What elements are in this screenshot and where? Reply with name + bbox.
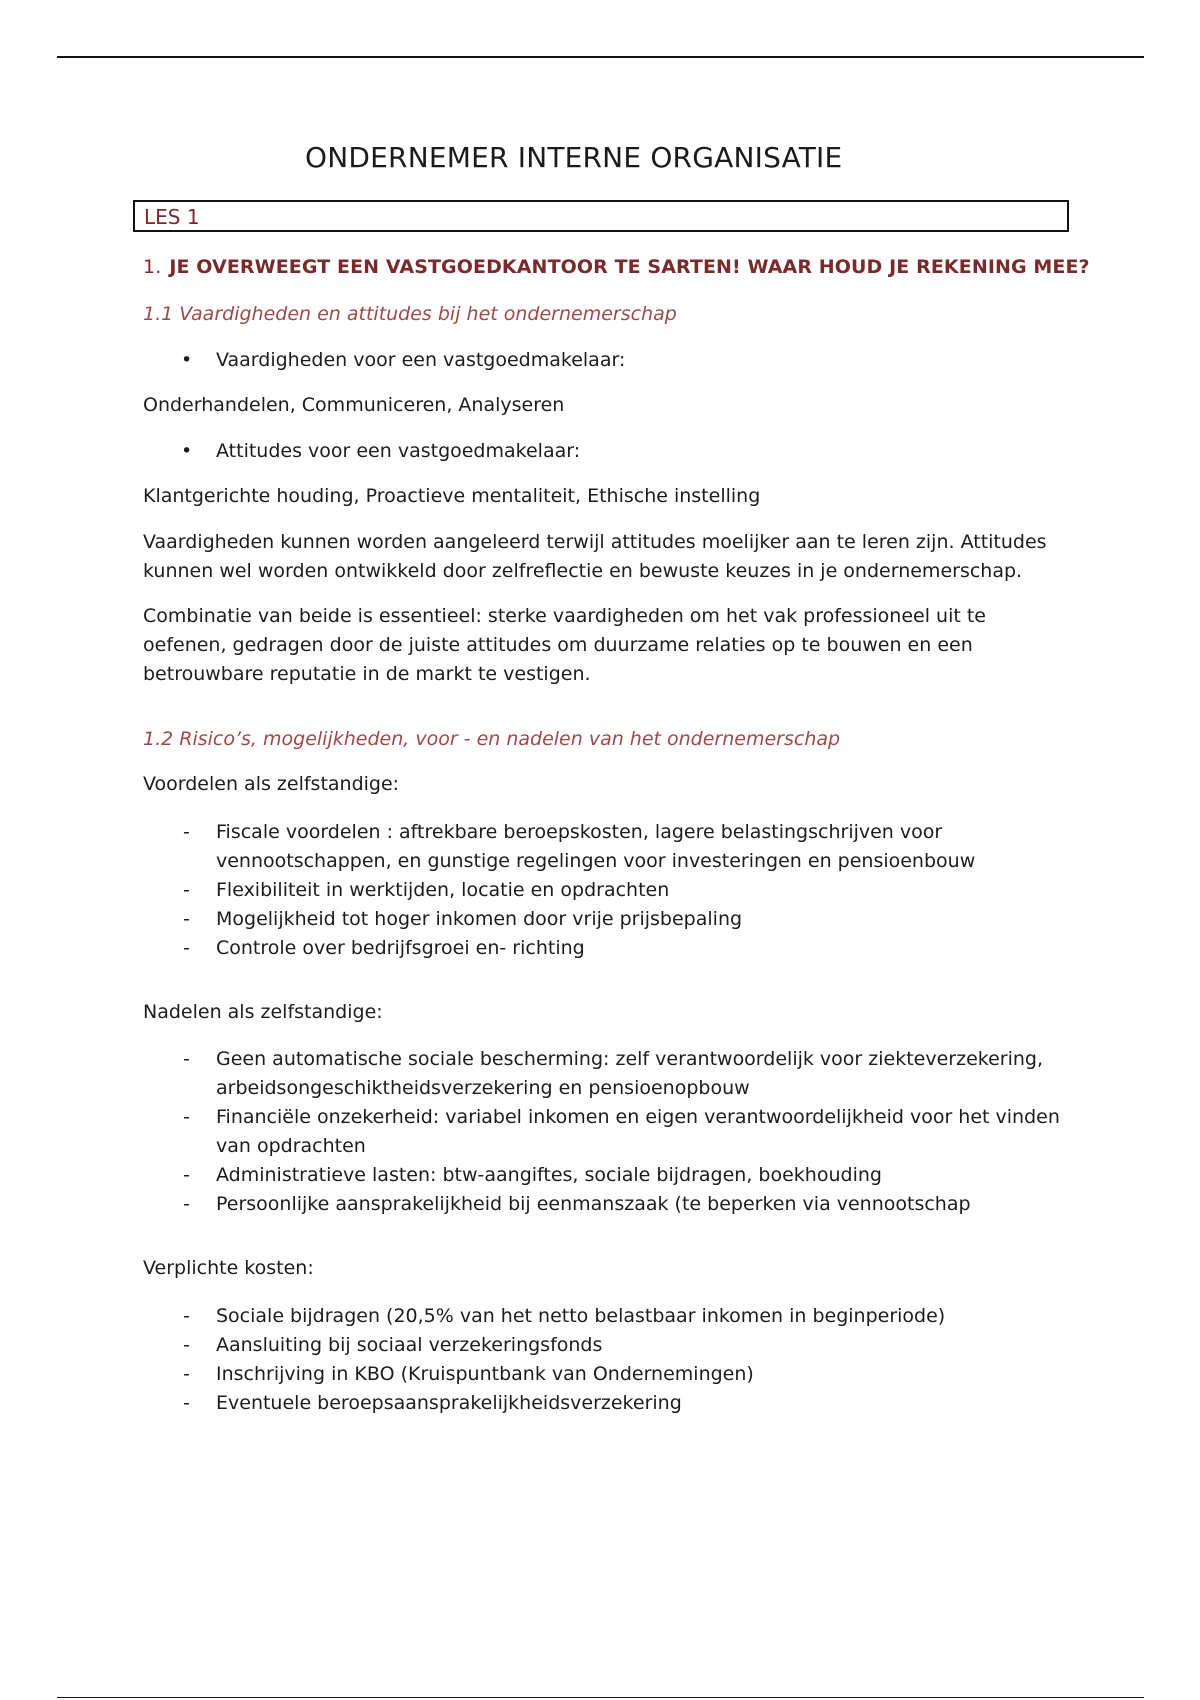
skills-list: Onderhandelen, Communiceren, Analyseren [143, 394, 565, 416]
section-number: 1. [143, 256, 162, 278]
list-item: - Inschrijving in KBO (Kruispuntbank van Ondernemingen) [0, 1360, 1086, 1389]
list-item: - Fiscale voordelen : aftrekbare beroepskosten, lagere belastingschrijven voor vennootschappen, en gunstige regelingen voor investeringen en pensioenbouw [0, 818, 1086, 876]
list-item: - Persoonlijke aansprakelijkheid bij eenmanszaak (te beperken via vennootschap [0, 1190, 1086, 1219]
paragraph-combination: Combinatie van beide is essentieel: sterke vaardigheden om het vak professioneel uit te oefenen, gedragen door de juiste attitudes om duurzame relaties op te bouwen en een betrouwbare reputatie in de markt te vestigen. [143, 605, 986, 685]
subsection-heading-1-1: 1.1 Vaardigheden en attitudes bij het ondernemerschap [143, 303, 677, 325]
lesson-box [133, 200, 1069, 232]
advantages-list [0, 818, 1200, 963]
list-item: - Flexibiliteit in werktijden, locatie en opdrachten [0, 876, 1086, 905]
lesson-label: LES 1 [144, 205, 200, 229]
list-item: - Sociale bijdragen (20,5% van het netto belastbaar inkomen in beginperiode) [0, 1302, 1086, 1331]
list-item: - Financiële onzekerheid: variabel inkomen en eigen verantwoordelijkheid voor het vinden van opdrachten [0, 1103, 1086, 1161]
section-title: JE OVERWEEGT EEN VASTGOEDKANTOOR TE SARTEN! WAAR HOUD JE REKENING MEE? [169, 256, 1090, 278]
advantages-label: Voordelen als zelfstandige: [143, 773, 400, 795]
page-title: ONDERNEMER INTERNE ORGANISATIE [305, 141, 843, 174]
disadvantages-label: Nadelen als zelfstandige: [143, 1001, 383, 1023]
footer-rule [57, 1697, 1144, 1698]
attitudes-list: Klantgerichte houding, Proactieve mentaliteit, Ethische instelling [143, 485, 761, 507]
costs-label: Verplichte kosten: [143, 1257, 314, 1279]
section-heading-1 [143, 256, 1090, 278]
bullet-skills: • Vaardigheden voor een vastgoedmakelaar: [216, 346, 625, 375]
subsection-heading-1-2: 1.2 Risico’s, mogelijkheden, voor - en nadelen van het ondernemerschap [143, 728, 841, 750]
paragraph-skills-attitudes: Vaardigheden kunnen worden aangeleerd terwijl attitudes moelijker aan te leren zijn. Attitudes kunnen wel worden ontwikkeld door zelfreflectie en bewuste keuzes in je ondernemerschap. [143, 531, 1047, 582]
bullet-attitudes: • Attitudes voor een vastgoedmakelaar: [216, 437, 580, 466]
list-item: - Controle over bedrijfsgroei en- richting [0, 934, 1086, 963]
costs-list [0, 1302, 1200, 1418]
list-item: - Geen automatische sociale bescherming: zelf verantwoordelijk voor ziekteverzekering, arbeidsongeschiktheidsverzekering en pensioenopbouw [0, 1045, 1086, 1103]
disadvantages-list [0, 1045, 1200, 1219]
list-item: - Eventuele beroepsaansprakelijkheidsverzekering [0, 1389, 1086, 1418]
list-item: - Mogelijkheid tot hoger inkomen door vrije prijsbepaling [0, 905, 1086, 934]
header-rule [57, 56, 1144, 58]
list-item: - Aansluiting bij sociaal verzekeringsfonds [0, 1331, 1086, 1360]
list-item: - Administratieve lasten: btw-aangiftes, sociale bijdragen, boekhouding [0, 1161, 1086, 1190]
